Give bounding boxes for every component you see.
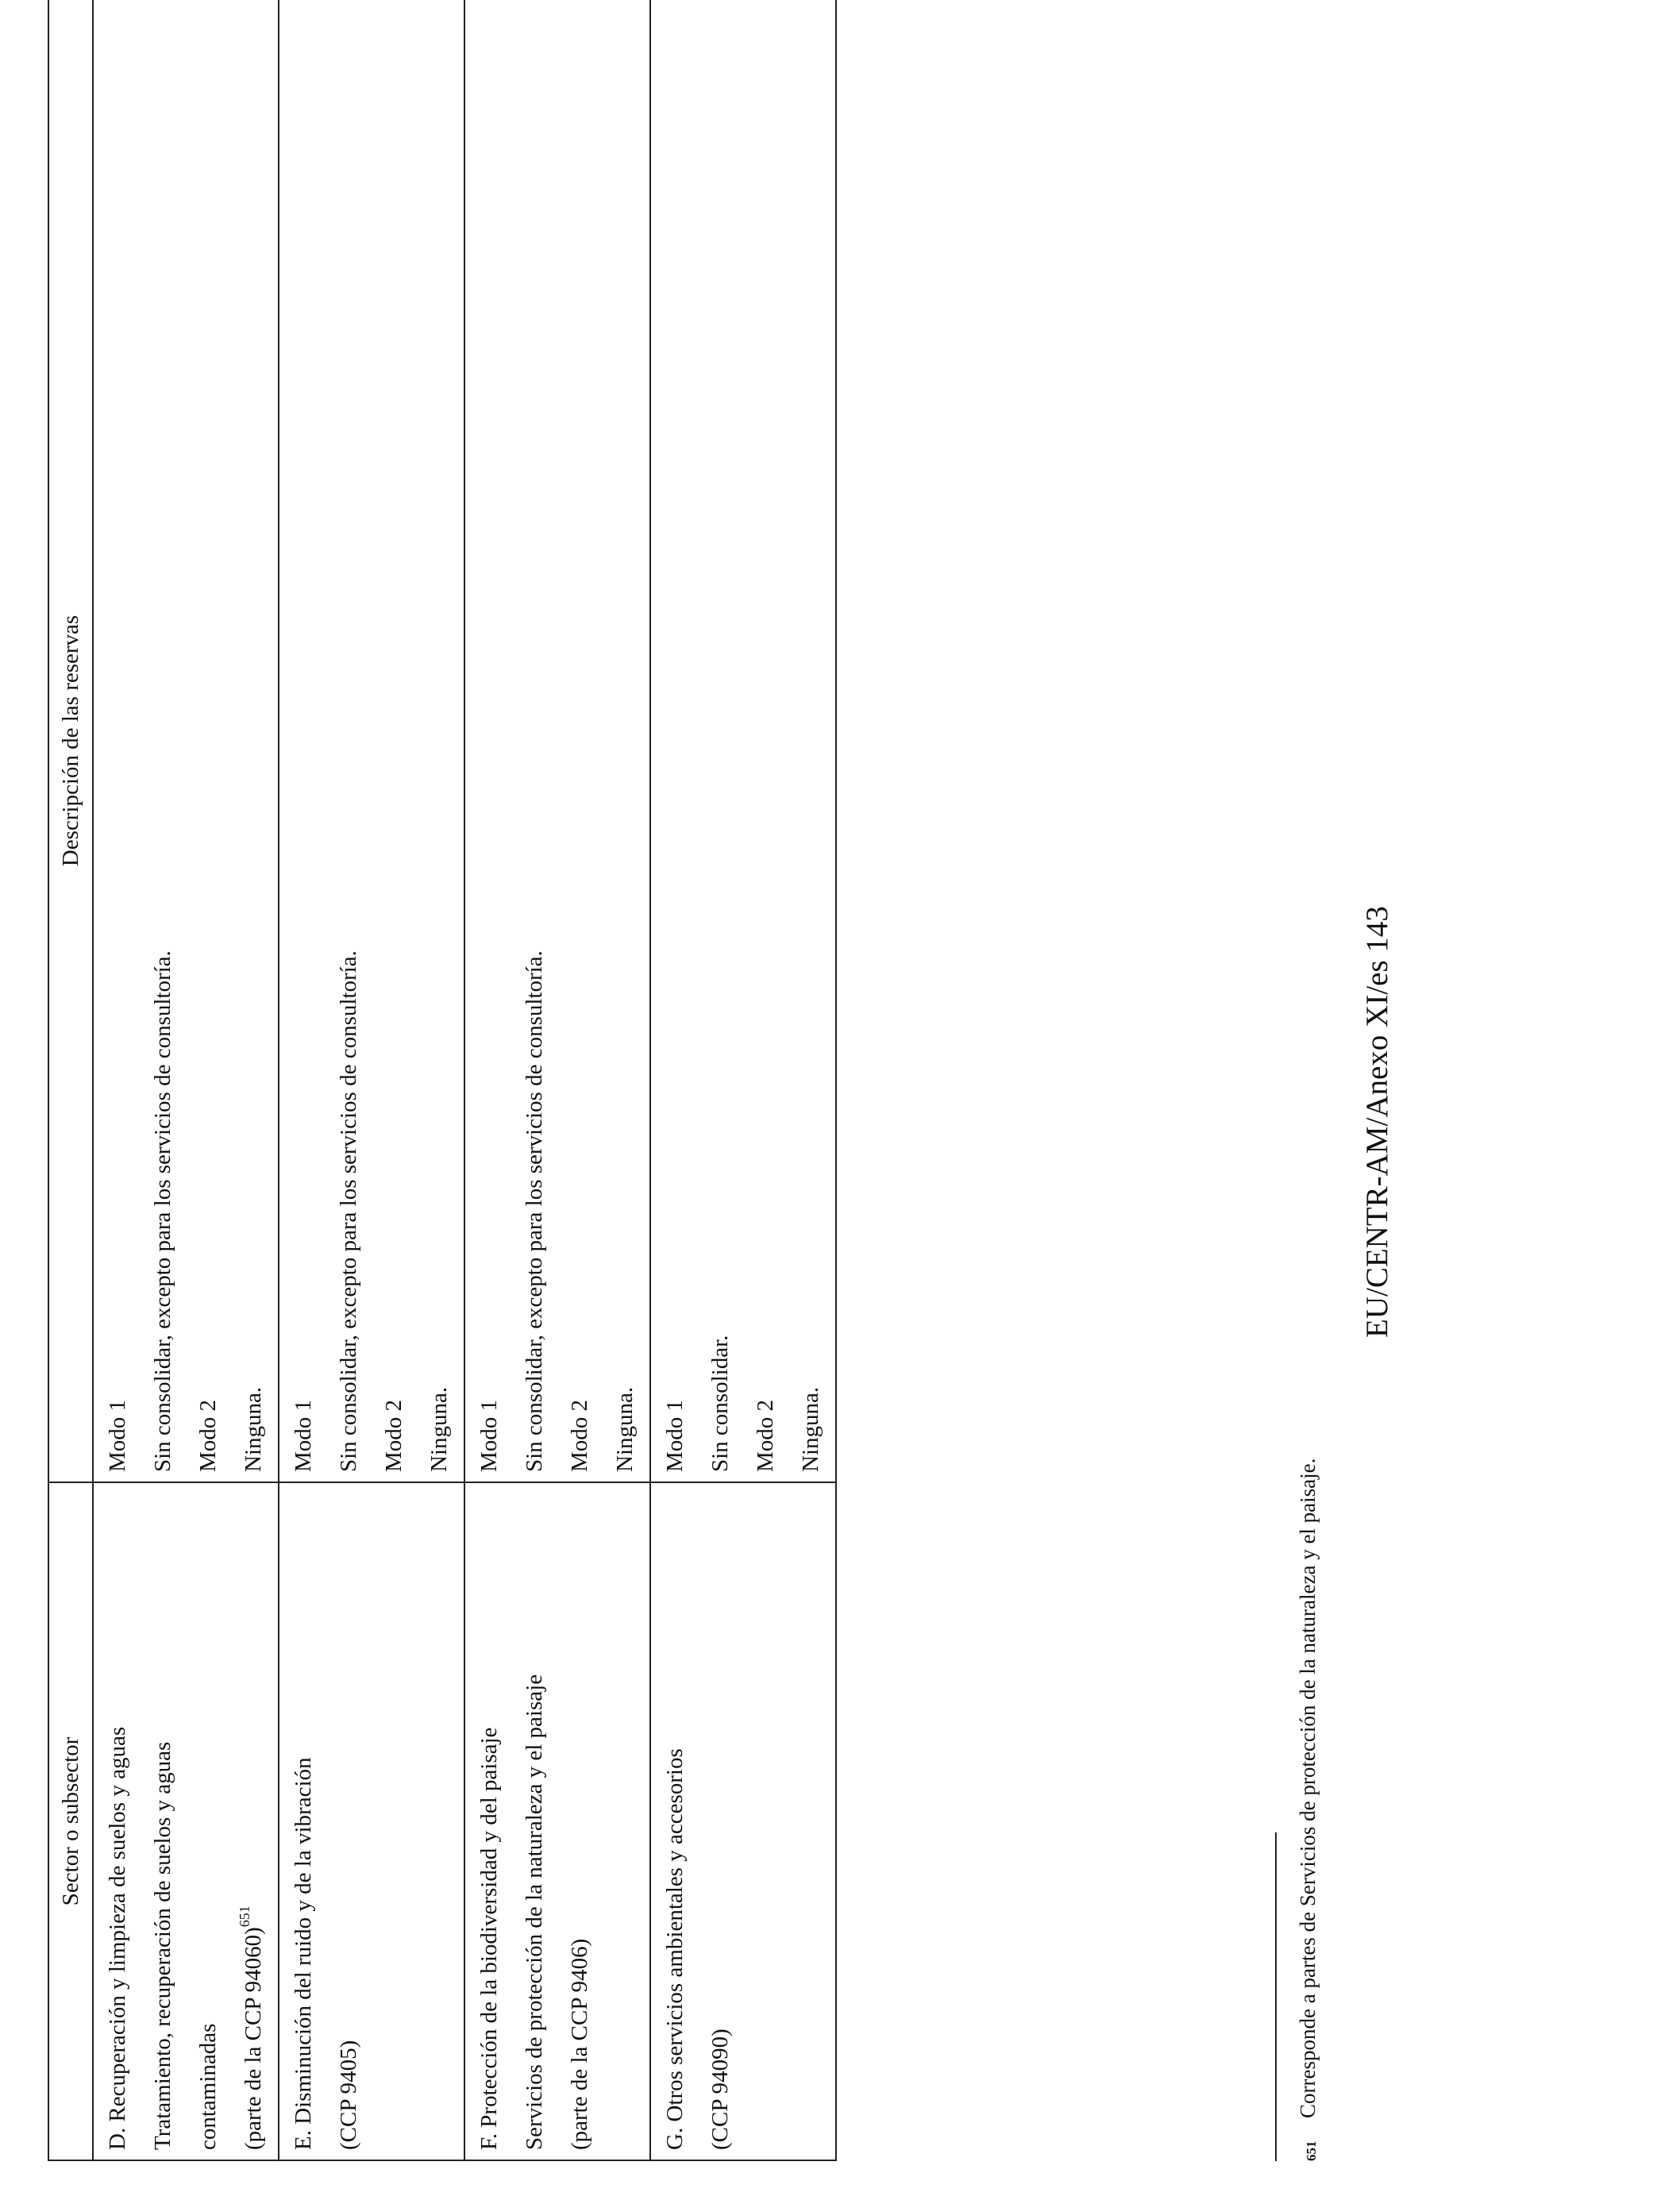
header-sector: Sector o subsector [48, 1482, 93, 2160]
reservation-line: Sin consolidar, excepto para los servicios de consultoría. [150, 950, 175, 1472]
sector-line: G. Otros servicios ambientales y accesorios [662, 1748, 688, 2150]
table-header-row [48, 0, 93, 2160]
sector-line: Servicios de protección de la naturaleza y el paisaje [522, 1674, 547, 2150]
reservation-line: Sin consolidar, excepto para los servicios de consultoría. [522, 950, 547, 1472]
sector-line: (CCP 9405) [336, 2040, 361, 2150]
reservation-line: Ninguna. [241, 1386, 266, 1472]
sector-cell [464, 1482, 650, 2160]
reservation-line: Sin consolidar, excepto para los servicios de consultoría. [336, 950, 361, 1472]
header-reservations: Descripción de las reservas [48, 0, 93, 1482]
footnote-separator [1275, 1832, 1277, 2161]
table-row [650, 0, 836, 2160]
reservation-line: Ninguna. [612, 1386, 638, 1472]
reservation-line: Modo 1 [105, 1399, 130, 1472]
table-row [464, 0, 650, 2160]
reservation-line: Ninguna. [798, 1386, 823, 1472]
table-row [93, 0, 279, 2160]
reservations-cell [93, 0, 279, 1482]
reservations-cell [464, 0, 650, 1482]
sector-cell [279, 1482, 464, 2160]
sector-line: E. Disminución del ruido y de la vibración [291, 1757, 316, 2150]
footnote-ref: 651 [237, 1905, 253, 1928]
reservation-line: Modo 1 [291, 1399, 316, 1472]
sector-cell [93, 1482, 279, 2160]
reservations-table [48, 0, 837, 2161]
reservation-line: Modo 1 [662, 1399, 688, 1472]
footnote [1296, 1458, 1320, 2161]
sector-cell [650, 1482, 836, 2160]
reservation-line: Modo 2 [381, 1399, 407, 1472]
footnote-text: Corresponde a partes de Servicios de protección de la naturaleza y el paisaje. [1296, 1458, 1320, 2118]
reservation-line: Modo 2 [195, 1399, 221, 1472]
reservation-line: Modo 1 [476, 1399, 502, 1472]
sector-line: Tratamiento, recuperación de suelos y aguas [150, 1741, 175, 2150]
sector-line: contaminadas [195, 2023, 221, 2150]
sector-text: (parte de la CCP 94060) [241, 1927, 266, 2150]
reservation-line: Ninguna. [426, 1386, 452, 1472]
sector-line: (CCP 94090) [707, 2029, 733, 2150]
sector-line [231, 1493, 276, 2150]
reservations-cell [279, 0, 464, 1482]
sector-line: D. Recuperación y limpieza de suelos y aguas [105, 1726, 130, 2150]
sector-line: (parte de la CCP 9406) [567, 1938, 592, 2150]
footnote-number: 651 [1304, 2140, 1319, 2161]
reservation-line: Modo 2 [567, 1399, 592, 1472]
sector-line: F. Protección de la biodiversidad y del paisaje [476, 1727, 502, 2150]
reservation-line: Sin consolidar. [707, 1335, 733, 1472]
table-row [279, 0, 464, 2160]
reservation-line: Modo 2 [753, 1399, 778, 1472]
page-footer: EU/CENTR-AM/Anexo XI/es 143 [1360, 906, 1394, 1338]
reservations-cell [650, 0, 836, 1482]
